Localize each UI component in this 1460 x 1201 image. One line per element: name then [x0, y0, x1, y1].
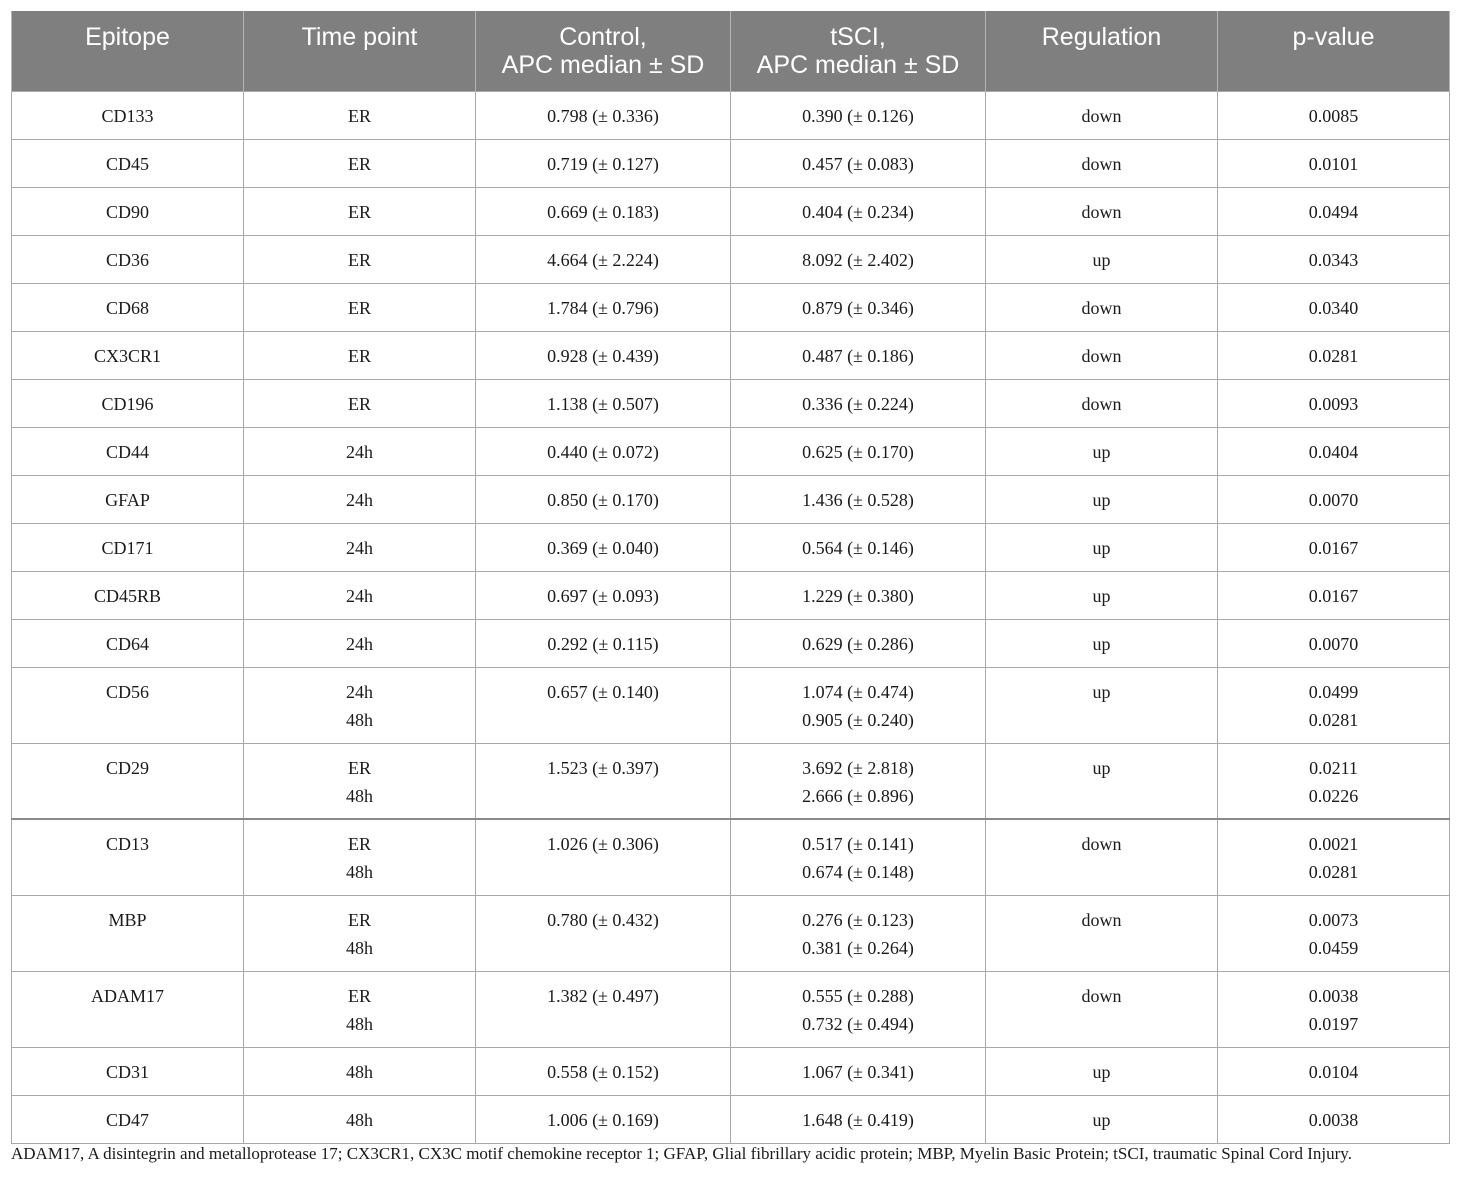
cell-epitope	[12, 1095, 244, 1143]
table-row	[12, 139, 1450, 187]
cell-time-point-value: ER	[347, 201, 371, 222]
cell-time-point	[244, 667, 476, 743]
cell-time-point-value: 48h	[346, 1109, 373, 1130]
cell-epitope-value: CD44	[105, 441, 149, 462]
cell-regulation	[986, 571, 1218, 619]
cell-time-point-value: ER	[347, 834, 371, 854]
cell-time-point-value: ER	[347, 105, 371, 126]
cell-epitope	[12, 139, 244, 187]
cell-epitope	[12, 667, 244, 743]
cell-epitope-value: GFAP	[105, 489, 150, 510]
table-row	[12, 667, 1450, 743]
cell-time-point	[244, 139, 476, 187]
cell-p-value-value: 0.0104	[1308, 1061, 1359, 1082]
cell-epitope-value: CD133	[101, 105, 154, 126]
cell-epitope	[12, 895, 244, 971]
header-regulation-label: Regulation	[1041, 23, 1162, 51]
cell-regulation-value: up	[1092, 249, 1111, 270]
cell-regulation-value: down	[1081, 105, 1122, 126]
cell-regulation	[986, 235, 1218, 283]
header-tsci	[731, 11, 986, 91]
cell-control	[476, 819, 731, 895]
cell-p-value	[1218, 819, 1450, 895]
cell-tsci	[731, 427, 986, 475]
cell-control-value: 0.657 (± 0.140)	[547, 681, 659, 702]
cell-time-point-value: ER	[347, 393, 371, 414]
cell-control	[476, 1095, 731, 1143]
cell-p-value	[1218, 1047, 1450, 1095]
cell-p-value	[1218, 283, 1450, 331]
cell-tsci-value: 0.487 (± 0.186)	[802, 345, 914, 366]
cell-time-point	[244, 475, 476, 523]
cell-p-value	[1218, 971, 1450, 1047]
cell-tsci	[731, 139, 986, 187]
cell-control-value: 0.292 (± 0.115)	[547, 633, 659, 654]
cell-regulation	[986, 743, 1218, 819]
table-row	[12, 523, 1450, 571]
cell-time-point	[244, 379, 476, 427]
cell-p-value	[1218, 475, 1450, 523]
cell-time-point-value: 24h	[346, 441, 373, 462]
header-p-value	[1218, 11, 1450, 91]
table-body	[12, 91, 1450, 1143]
cell-control	[476, 91, 731, 139]
cell-p-value-value: 0.0038	[1308, 1109, 1359, 1130]
cell-regulation	[986, 475, 1218, 523]
header-time-point-label: Time point	[301, 23, 418, 51]
cell-time-point-value: 24h	[346, 489, 373, 510]
cell-epitope	[12, 619, 244, 667]
cell-p-value	[1218, 1095, 1450, 1143]
cell-epitope	[12, 743, 244, 819]
table-row	[12, 475, 1450, 523]
cell-tsci	[731, 475, 986, 523]
cell-epitope-value: MBP	[108, 909, 147, 930]
cell-tsci-value: 0.674 (± 0.148)	[802, 862, 914, 882]
cell-tsci	[731, 523, 986, 571]
cell-regulation-value: down	[1081, 345, 1122, 366]
cell-regulation-value: down	[1081, 985, 1122, 1006]
cell-epitope-value: ADAM17	[90, 985, 164, 1006]
cell-control-value: 0.798 (± 0.336)	[547, 105, 659, 126]
cell-control	[476, 895, 731, 971]
cell-p-value-value: 0.0093	[1308, 393, 1359, 414]
cell-p-value-value: 0.0070	[1308, 633, 1359, 654]
cell-time-point-value: ER	[347, 249, 371, 270]
cell-control-value: 0.719 (± 0.127)	[547, 153, 659, 174]
cell-regulation-value: up	[1092, 1061, 1111, 1082]
cell-time-point-value: ER	[347, 153, 371, 174]
cell-p-value	[1218, 187, 1450, 235]
cell-regulation	[986, 619, 1218, 667]
table-row	[12, 619, 1450, 667]
cell-p-value-value: 0.0073	[1308, 909, 1359, 930]
cell-time-point	[244, 91, 476, 139]
cell-time-point	[244, 819, 476, 895]
cell-epitope	[12, 283, 244, 331]
cell-control	[476, 475, 731, 523]
cell-time-point-value: 48h	[346, 937, 373, 958]
cell-time-point-value: 24h	[346, 537, 373, 558]
cell-tsci	[731, 895, 986, 971]
cell-control-value: 0.369 (± 0.040)	[547, 537, 659, 558]
cell-p-value-value: 0.0404	[1308, 441, 1359, 462]
cell-time-point	[244, 971, 476, 1047]
cell-regulation-value: up	[1092, 489, 1111, 510]
table-row	[12, 331, 1450, 379]
table-row	[12, 1047, 1450, 1095]
cell-time-point-value: 24h	[346, 585, 373, 606]
cell-regulation	[986, 331, 1218, 379]
cell-epitope-value: CD45	[105, 153, 149, 174]
cell-tsci-value: 0.625 (± 0.170)	[802, 441, 914, 462]
cell-regulation	[986, 379, 1218, 427]
cell-regulation-value: down	[1081, 909, 1122, 930]
table-footnote: ADAM17, A disintegrin and metalloprotease 17; CX3CR1, CX3C motif chemokine receptor 1; GFAP, Glial fibrillary acidic protein; MBP, Myelin Basic Protein; tSCI, traumatic Spinal Cord Injury.	[11, 1144, 1352, 1163]
table-row	[12, 283, 1450, 331]
cell-tsci	[731, 571, 986, 619]
cell-control-value: 0.440 (± 0.072)	[547, 441, 659, 462]
cell-p-value	[1218, 139, 1450, 187]
cell-regulation	[986, 819, 1218, 895]
table-row	[12, 427, 1450, 475]
cell-regulation	[986, 895, 1218, 971]
header-p-value-label: p-value	[1292, 23, 1375, 51]
cell-time-point	[244, 523, 476, 571]
cell-tsci	[731, 971, 986, 1047]
cell-tsci	[731, 283, 986, 331]
cell-control-value: 1.138 (± 0.507)	[547, 393, 659, 414]
cell-epitope-value: CD47	[105, 1109, 149, 1130]
cell-p-value	[1218, 91, 1450, 139]
cell-regulation-value: down	[1081, 393, 1122, 414]
cell-tsci	[731, 667, 986, 743]
cell-time-point-value: ER	[347, 297, 371, 318]
cell-epitope-value: CD13	[105, 834, 149, 854]
cell-p-value-value: 0.0340	[1308, 297, 1359, 318]
cell-regulation-value: up	[1092, 585, 1111, 606]
cell-control	[476, 1047, 731, 1095]
table-row	[12, 743, 1450, 819]
cell-epitope-value: CD68	[105, 297, 149, 318]
cell-control-value: 1.382 (± 0.497)	[547, 985, 659, 1006]
cell-time-point-value: 24h	[346, 633, 373, 654]
cell-time-point	[244, 619, 476, 667]
cell-p-value	[1218, 379, 1450, 427]
cell-regulation-value: up	[1092, 537, 1111, 558]
cell-tsci-value: 2.666 (± 0.896)	[802, 785, 914, 806]
cell-time-point	[244, 895, 476, 971]
cell-epitope-value: CD90	[105, 201, 149, 222]
cell-control	[476, 427, 731, 475]
cell-p-value-value: 0.0499	[1308, 681, 1359, 702]
cell-control	[476, 971, 731, 1047]
cell-control	[476, 379, 731, 427]
cell-regulation-value: down	[1081, 297, 1122, 318]
cell-p-value-value: 0.0197	[1308, 1013, 1359, 1034]
cell-tsci-value: 0.517 (± 0.141)	[802, 834, 914, 854]
cell-control	[476, 619, 731, 667]
cell-tsci-value: 1.648 (± 0.419)	[802, 1109, 914, 1130]
cell-tsci-value: 0.564 (± 0.146)	[802, 537, 914, 558]
cell-p-value-value: 0.0070	[1308, 489, 1359, 510]
cell-p-value	[1218, 427, 1450, 475]
cell-control	[476, 331, 731, 379]
cell-control-value: 1.523 (± 0.397)	[547, 757, 659, 778]
cell-tsci-value: 0.390 (± 0.126)	[802, 105, 914, 126]
cell-control-value: 1.026 (± 0.306)	[547, 834, 659, 854]
cell-tsci-value: 0.457 (± 0.083)	[802, 153, 914, 174]
cell-p-value	[1218, 523, 1450, 571]
cell-tsci-value: 0.381 (± 0.264)	[802, 937, 914, 958]
cell-tsci	[731, 379, 986, 427]
cell-p-value	[1218, 895, 1450, 971]
cell-tsci-value: 1.436 (± 0.528)	[802, 489, 914, 510]
cell-control	[476, 667, 731, 743]
cell-tsci	[731, 331, 986, 379]
cell-control-value: 0.669 (± 0.183)	[547, 201, 659, 222]
cell-tsci-value: 0.555 (± 0.288)	[802, 985, 914, 1006]
data-table-container	[11, 11, 1449, 1144]
cell-control-value: 1.784 (± 0.796)	[547, 297, 659, 318]
cell-time-point-value: 48h	[346, 862, 373, 882]
cell-regulation-value: down	[1081, 834, 1122, 854]
table-row	[12, 971, 1450, 1047]
cell-epitope	[12, 427, 244, 475]
cell-p-value-value: 0.0281	[1308, 345, 1359, 366]
table-row	[12, 819, 1450, 895]
cell-time-point-value: 48h	[346, 785, 373, 806]
cell-epitope	[12, 1047, 244, 1095]
header-control-sublabel: APC median ± SD	[501, 51, 705, 79]
cell-tsci	[731, 187, 986, 235]
cell-control-value: 0.558 (± 0.152)	[547, 1061, 659, 1082]
cell-tsci-value: 3.692 (± 2.818)	[802, 757, 914, 778]
cell-time-point	[244, 331, 476, 379]
table-row	[12, 895, 1450, 971]
cell-regulation	[986, 1047, 1218, 1095]
cell-epitope-value: CD29	[105, 757, 149, 778]
cell-control	[476, 523, 731, 571]
cell-epitope	[12, 379, 244, 427]
cell-control	[476, 571, 731, 619]
cell-regulation	[986, 667, 1218, 743]
cell-p-value-value: 0.0021	[1308, 834, 1359, 854]
header-tsci-label: tSCI,	[830, 23, 886, 51]
header-epitope	[12, 11, 244, 91]
cell-p-value-value: 0.0494	[1308, 201, 1359, 222]
cell-epitope	[12, 819, 244, 895]
header-time-point	[244, 11, 476, 91]
cell-control-value: 0.928 (± 0.439)	[547, 345, 659, 366]
cell-tsci	[731, 91, 986, 139]
cell-control	[476, 743, 731, 819]
cell-control	[476, 187, 731, 235]
cell-time-point-value: 48h	[346, 709, 373, 730]
cell-tsci-value: 0.404 (± 0.234)	[802, 201, 914, 222]
header-control-label: Control,	[559, 23, 647, 51]
cell-regulation	[986, 523, 1218, 571]
cell-epitope-value: CX3CR1	[93, 345, 162, 366]
cell-regulation-value: up	[1092, 681, 1111, 702]
cell-control	[476, 283, 731, 331]
cell-tsci-value: 8.092 (± 2.402)	[802, 249, 914, 270]
cell-tsci	[731, 619, 986, 667]
cell-tsci	[731, 743, 986, 819]
cell-p-value-value: 0.0211	[1309, 757, 1358, 778]
cell-time-point-value: ER	[347, 757, 371, 778]
cell-p-value-value: 0.0085	[1308, 105, 1359, 126]
cell-p-value-value: 0.0226	[1308, 785, 1359, 806]
epitope-table	[11, 11, 1450, 1144]
cell-time-point-value: ER	[347, 909, 371, 930]
header-regulation	[986, 11, 1218, 91]
cell-p-value	[1218, 331, 1450, 379]
cell-regulation-value: up	[1092, 1109, 1111, 1130]
table-row	[12, 379, 1450, 427]
cell-control-value: 0.850 (± 0.170)	[547, 489, 659, 510]
cell-time-point	[244, 187, 476, 235]
header-tsci-sublabel: APC median ± SD	[756, 51, 960, 79]
cell-regulation-value: up	[1092, 633, 1111, 654]
cell-epitope	[12, 971, 244, 1047]
cell-tsci	[731, 1095, 986, 1143]
cell-epitope-value: CD196	[101, 393, 154, 414]
cell-tsci-value: 1.229 (± 0.380)	[802, 585, 914, 606]
cell-time-point	[244, 1047, 476, 1095]
cell-p-value	[1218, 235, 1450, 283]
cell-epitope	[12, 91, 244, 139]
cell-tsci	[731, 819, 986, 895]
cell-tsci-value: 0.732 (± 0.494)	[802, 1013, 914, 1034]
header-row	[12, 11, 1450, 91]
cell-time-point-value: 24h	[346, 681, 373, 702]
cell-epitope-value: CD171	[101, 537, 154, 558]
cell-epitope	[12, 523, 244, 571]
cell-epitope-value: CD36	[105, 249, 149, 270]
cell-tsci-value: 1.074 (± 0.474)	[802, 681, 914, 702]
table-row	[12, 235, 1450, 283]
cell-control-value: 1.006 (± 0.169)	[547, 1109, 659, 1130]
cell-control-value: 4.664 (± 2.224)	[547, 249, 659, 270]
cell-p-value	[1218, 667, 1450, 743]
cell-epitope	[12, 571, 244, 619]
cell-time-point-value: ER	[347, 345, 371, 366]
cell-tsci-value: 0.276 (± 0.123)	[802, 909, 914, 930]
cell-epitope	[12, 475, 244, 523]
cell-tsci-value: 0.879 (± 0.346)	[802, 297, 914, 318]
cell-time-point-value: 48h	[346, 1013, 373, 1034]
cell-time-point	[244, 283, 476, 331]
cell-time-point-value: 48h	[346, 1061, 373, 1082]
cell-p-value-value: 0.0038	[1308, 985, 1359, 1006]
cell-regulation-value: down	[1081, 201, 1122, 222]
cell-epitope	[12, 331, 244, 379]
cell-p-value-value: 0.0459	[1308, 937, 1359, 958]
header-control	[476, 11, 731, 91]
table-row	[12, 571, 1450, 619]
cell-epitope-value: CD56	[105, 681, 149, 702]
cell-p-value-value: 0.0167	[1308, 537, 1359, 558]
cell-epitope-value: CD45RB	[93, 585, 162, 606]
cell-epitope-value: CD64	[105, 633, 149, 654]
table-row	[12, 1095, 1450, 1143]
cell-time-point	[244, 571, 476, 619]
table-row	[12, 187, 1450, 235]
cell-regulation	[986, 187, 1218, 235]
cell-p-value	[1218, 571, 1450, 619]
cell-regulation-value: down	[1081, 153, 1122, 174]
cell-tsci-value: 0.336 (± 0.224)	[802, 393, 914, 414]
cell-regulation	[986, 283, 1218, 331]
cell-tsci-value: 0.905 (± 0.240)	[802, 709, 914, 730]
cell-time-point-value: ER	[347, 985, 371, 1006]
cell-regulation	[986, 139, 1218, 187]
cell-tsci-value: 0.629 (± 0.286)	[802, 633, 914, 654]
cell-epitope	[12, 187, 244, 235]
cell-control-value: 0.697 (± 0.093)	[547, 585, 659, 606]
cell-regulation	[986, 427, 1218, 475]
cell-p-value-value: 0.0101	[1308, 153, 1359, 174]
header-epitope-label: Epitope	[85, 23, 170, 51]
cell-regulation	[986, 1095, 1218, 1143]
cell-p-value-value: 0.0281	[1308, 862, 1359, 882]
cell-epitope-value: CD31	[105, 1061, 149, 1082]
cell-time-point	[244, 235, 476, 283]
cell-epitope	[12, 235, 244, 283]
cell-regulation	[986, 971, 1218, 1047]
cell-p-value	[1218, 743, 1450, 819]
table-row	[12, 91, 1450, 139]
cell-regulation-value: up	[1092, 757, 1111, 778]
cell-regulation	[986, 91, 1218, 139]
cell-control	[476, 235, 731, 283]
cell-tsci-value: 1.067 (± 0.341)	[802, 1061, 914, 1082]
cell-control	[476, 139, 731, 187]
cell-tsci	[731, 1047, 986, 1095]
cell-p-value-value: 0.0343	[1308, 249, 1359, 270]
cell-time-point	[244, 743, 476, 819]
cell-p-value-value: 0.0281	[1308, 709, 1359, 730]
cell-time-point	[244, 427, 476, 475]
cell-time-point	[244, 1095, 476, 1143]
cell-regulation-value: up	[1092, 441, 1111, 462]
cell-control-value: 0.780 (± 0.432)	[547, 909, 659, 930]
table-header	[12, 11, 1450, 91]
cell-p-value	[1218, 619, 1450, 667]
cell-p-value-value: 0.0167	[1308, 585, 1359, 606]
cell-tsci	[731, 235, 986, 283]
